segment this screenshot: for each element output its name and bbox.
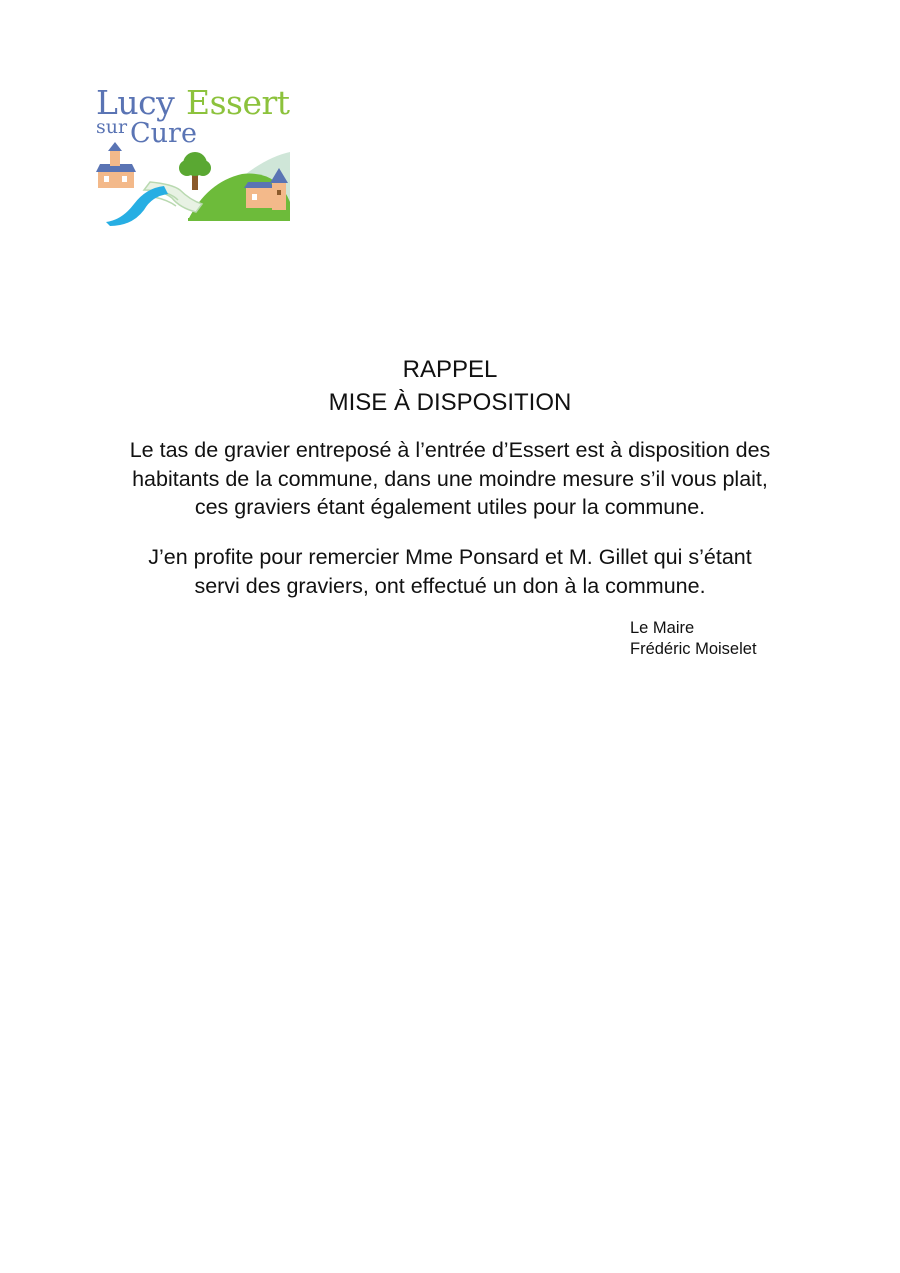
paragraph-2-line: J’en profite pour remercier Mme Ponsard et M. Gillet qui s’étant bbox=[148, 545, 752, 569]
paragraph-1-line: ces graviers étant également utiles pour la commune. bbox=[194, 495, 706, 519]
signature-name: Frédéric Moiselet bbox=[630, 640, 757, 658]
mayor-signature bbox=[630, 618, 757, 660]
signature-role: Le Maire bbox=[630, 619, 695, 637]
logo-word-cure: Cure bbox=[130, 118, 197, 149]
paragraph-1-line: Le tas de gravier entreposé à l’entrée d’Essert est à disposition des bbox=[129, 438, 771, 462]
logo-word-sur: sur bbox=[96, 116, 128, 138]
municipality-logo bbox=[92, 82, 292, 227]
notice-title-line-2: MISE À DISPOSITION bbox=[328, 389, 572, 416]
notice-title-line-1: RAPPEL bbox=[402, 356, 498, 383]
notice-paragraph-2 bbox=[60, 543, 840, 600]
logo-word-lucy: Lucy bbox=[96, 83, 175, 122]
paragraph-2-line: servi des graviers, ont effectué un don à la commune. bbox=[194, 573, 706, 598]
notice-paragraph-1 bbox=[60, 436, 840, 522]
paragraph-1-line: habitants de la commune, dans une moindre mesure s’il vous plait, bbox=[132, 466, 768, 491]
village-landscape-icon bbox=[92, 142, 292, 227]
logo-word-essert: Essert bbox=[186, 83, 290, 122]
